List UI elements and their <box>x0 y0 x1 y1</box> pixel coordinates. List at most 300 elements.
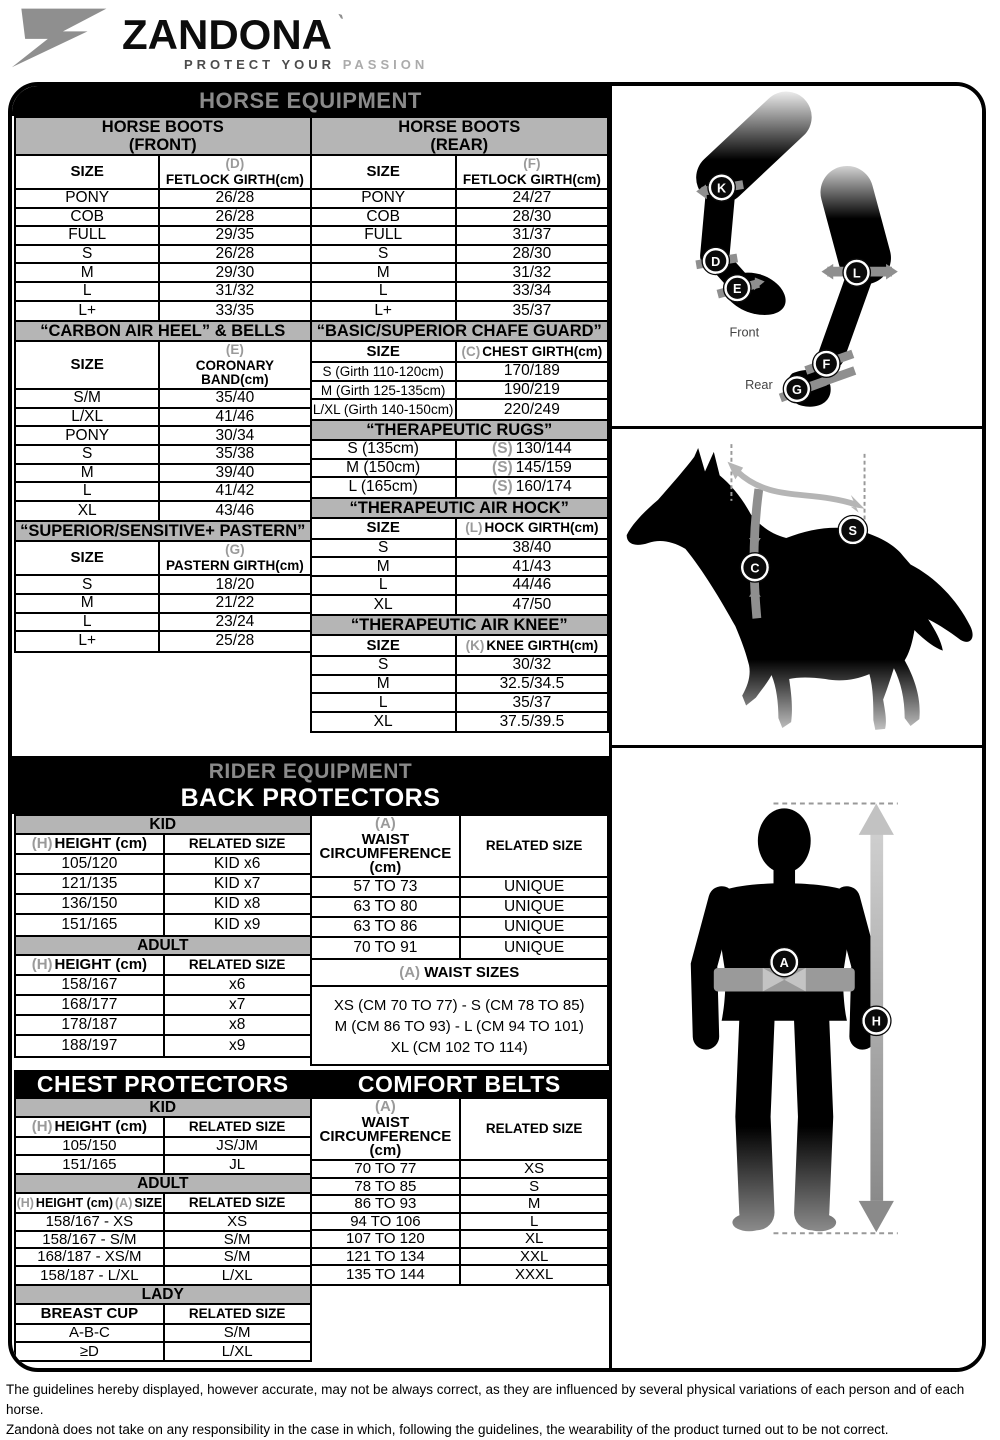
table-row <box>16 996 310 1016</box>
table-row <box>16 446 310 465</box>
table-row <box>16 855 310 875</box>
cell-text: 63 TO 80 <box>353 898 418 915</box>
table-cell <box>312 577 455 594</box>
table-header-row <box>312 342 608 363</box>
cell-text: 30/34 <box>215 427 255 444</box>
marker-badge-d <box>702 247 729 274</box>
table-row <box>312 938 608 958</box>
table-row <box>16 1156 310 1174</box>
cell-text: 41/46 <box>215 408 255 426</box>
table-cell <box>158 446 309 463</box>
table-cell <box>455 363 607 380</box>
svg-text:K: K <box>717 180 727 196</box>
table-cell <box>16 1249 163 1265</box>
table-chafe-guard <box>310 320 610 421</box>
table-cell <box>455 283 607 300</box>
table-cell <box>312 878 460 896</box>
cell-text: L <box>378 576 388 594</box>
table-cell <box>16 976 163 994</box>
column-header-text: RELATED SIZE <box>188 1195 286 1210</box>
measure-code: (G) <box>225 542 245 558</box>
table-cell <box>312 246 455 263</box>
cell-text: 70 TO 91 <box>353 939 418 956</box>
marker-badge-e <box>724 275 751 302</box>
table-cell <box>455 478 607 497</box>
cell-text: 24/27 <box>512 190 552 207</box>
cell-text: XL <box>373 595 393 613</box>
table-header-row <box>16 542 310 576</box>
table-row <box>16 465 310 484</box>
column-header-text: SIZE <box>70 356 104 374</box>
column-header <box>312 342 455 361</box>
table-cell <box>158 595 309 612</box>
tables-column <box>12 86 609 1368</box>
cell-text: 78 TO 85 <box>354 1178 417 1194</box>
table-row <box>312 1161 608 1179</box>
column-header-text: FETLOCK GIRTH(cm) <box>165 172 304 187</box>
table-row <box>312 400 608 419</box>
table-cell <box>312 460 455 477</box>
column-header-text: BREAST CUP <box>40 1305 139 1322</box>
table-row <box>16 264 310 283</box>
table-cell <box>455 657 607 674</box>
column-header-text: FETLOCK GIRTH(cm) <box>462 172 601 187</box>
cell-text: 188/197 <box>61 1037 118 1054</box>
cell-text: 151/165 <box>62 1155 117 1173</box>
table-cell <box>16 227 158 244</box>
table-row <box>312 209 608 228</box>
brand-accent: ˋ <box>329 8 348 40</box>
table-cell <box>312 400 455 419</box>
measure-code: (F) <box>523 156 541 171</box>
cell-text: M <box>80 464 94 481</box>
cell-text: XS <box>227 1214 248 1230</box>
table-back-protector-kid <box>14 814 312 937</box>
table-row <box>312 1266 608 1284</box>
table-row <box>16 1016 310 1036</box>
cell-text: 135 TO 144 <box>346 1266 425 1284</box>
table-cell <box>163 1138 310 1154</box>
table-header-row <box>312 816 608 878</box>
table-cell <box>16 632 158 651</box>
cell-text: M <box>376 558 390 575</box>
table-cell <box>312 898 460 916</box>
leg-fade <box>612 1127 982 1303</box>
table-title <box>16 1175 310 1194</box>
size-guide-board <box>8 82 986 1372</box>
table-title-text: “THERAPEUTIC AIR KNEE” <box>350 616 568 635</box>
column-header-text: HEIGHT (cm) <box>54 956 148 973</box>
cell-text: M (150cm) <box>346 459 421 476</box>
table-row <box>312 460 608 479</box>
table-cell <box>16 209 158 226</box>
back-protectors-left <box>14 814 312 1070</box>
table-title-text: (REAR) <box>430 136 489 154</box>
column-header <box>16 156 158 188</box>
cell-text: x9 <box>228 1037 246 1054</box>
table-cell <box>16 409 158 426</box>
marker-badge-l <box>843 259 870 286</box>
logo-text <box>122 2 428 72</box>
table-cell <box>459 938 607 958</box>
svg-text:L: L <box>852 265 861 281</box>
horse-measure-diagram <box>612 426 982 748</box>
back-protectors-right <box>310 814 610 1070</box>
cell-text: 57 TO 73 <box>353 878 418 895</box>
table-header-row <box>16 342 310 390</box>
table-cell <box>158 264 309 281</box>
table-cell <box>163 1325 310 1341</box>
column-header-text: SIZE <box>366 342 400 360</box>
waist-size-line: XL (CM 102 TO 114) <box>390 1039 528 1056</box>
cell-text: 168/187 - XS/M <box>37 1249 142 1265</box>
table-title-text: KID <box>149 816 177 833</box>
cell-text: S <box>377 539 389 557</box>
table-row <box>16 895 310 915</box>
table-cell <box>158 465 309 482</box>
table-row <box>312 558 608 577</box>
table-cell <box>455 540 607 557</box>
table-cell <box>16 427 158 444</box>
table-cell <box>312 363 455 380</box>
cell-text: L/XL <box>221 1266 253 1284</box>
leg-fade <box>612 659 982 741</box>
table-air-hock <box>310 497 610 616</box>
table-cell <box>16 895 163 913</box>
measure-code: (S) <box>492 440 513 458</box>
cell-text: JL <box>229 1155 246 1173</box>
cell-text: S <box>82 445 93 463</box>
cell-text: 121 TO 134 <box>346 1248 425 1264</box>
cell-text: XS <box>524 1161 545 1177</box>
measure-code: (H) <box>31 835 53 852</box>
disclaimer-line-2: Zandonà does not take on any responsibility in the case in which, following the guidelines, the wearability of the product turned out to be not correct. <box>6 1422 889 1437</box>
column-header <box>455 636 607 655</box>
table-row <box>16 576 310 595</box>
table-row <box>312 577 608 596</box>
cell-text: S/M <box>223 1231 251 1247</box>
human-illustration <box>612 748 982 1368</box>
cell-text: KID x9 <box>213 916 261 933</box>
svg-text:G: G <box>792 382 802 398</box>
table-cell <box>459 878 607 896</box>
column-header-text: CHEST GIRTH(cm) <box>482 343 603 359</box>
table-cell <box>312 657 455 674</box>
cell-text: L (165cm) <box>348 478 418 496</box>
measure-code: (L) <box>465 520 483 536</box>
table-carbon-air-heel <box>14 320 312 522</box>
table-row <box>16 632 310 651</box>
measure-code: (K) <box>465 637 485 653</box>
table-title <box>16 1099 310 1118</box>
table-row <box>312 1249 608 1267</box>
cell-text: L <box>378 282 388 300</box>
table-cell <box>312 1214 460 1230</box>
cell-text: 21/22 <box>215 594 255 612</box>
cell-text: KID x6 <box>213 855 261 872</box>
table-cell <box>312 264 455 281</box>
table-cell <box>312 441 455 458</box>
waist-size-line: XS (CM 70 TO 77) - S (CM 78 TO 85) <box>333 997 585 1014</box>
table-cell <box>455 577 607 594</box>
table-row <box>312 190 608 209</box>
table-cell <box>16 465 158 482</box>
table-title <box>312 499 608 519</box>
table-cell <box>312 558 455 575</box>
cell-text: L+ <box>374 301 392 319</box>
waist-sizes-lines <box>312 987 608 1064</box>
table-row <box>16 976 310 996</box>
table-row <box>16 1249 310 1267</box>
cell-text: S <box>529 1178 540 1194</box>
table-cell <box>16 1267 163 1285</box>
table-cell <box>312 283 455 300</box>
column-header-text: WAIST CIRCUMFERENCE (cm) <box>319 831 452 876</box>
table-cell <box>455 382 607 399</box>
table-cell <box>312 1249 460 1265</box>
table-cell <box>16 576 158 593</box>
table-row <box>16 246 310 265</box>
table-cell <box>455 190 607 207</box>
table-row <box>312 898 608 918</box>
cell-text: S/M <box>223 1325 251 1341</box>
front-leg-caption: Front <box>729 324 760 340</box>
table-back-protector-waist <box>310 814 610 960</box>
table-header-row <box>16 1118 310 1138</box>
table-air-knee <box>310 614 610 733</box>
column-header-text: HEIGHT (cm) <box>54 835 148 852</box>
table-row <box>16 1343 310 1361</box>
table-row <box>16 483 310 502</box>
waist-sizes-title-text: WAIST SIZES <box>424 964 520 981</box>
table-chest-protector-adult <box>14 1173 312 1286</box>
column-header <box>163 1194 310 1212</box>
table-cell <box>16 1325 163 1341</box>
table-title-text: “BASIC/SUPERIOR CHAFE GUARD” <box>316 322 602 341</box>
table-row <box>312 441 608 460</box>
table-horse-boots-front <box>14 116 312 322</box>
table-cell <box>312 1179 460 1195</box>
column-header <box>455 342 607 361</box>
back-protectors-tables <box>12 814 609 1070</box>
table-cell <box>16 390 158 407</box>
table-cell <box>312 1266 460 1284</box>
table-cell <box>455 676 607 693</box>
cell-text: 105/120 <box>61 855 118 872</box>
table-cell <box>158 302 309 321</box>
table-cell <box>16 855 163 873</box>
table-header-row <box>312 1099 608 1161</box>
column-header-text: SIZE <box>366 636 400 654</box>
cell-text: S <box>377 657 389 674</box>
cell-text: 32.5/34.5 <box>499 675 565 692</box>
waist-sizes-note <box>310 958 610 1066</box>
table-cell <box>158 190 309 207</box>
column-header <box>16 1194 163 1212</box>
table-header-row <box>16 1194 310 1214</box>
cell-text: 31/37 <box>512 227 552 244</box>
table-cell <box>312 694 455 711</box>
table-title-text: “CARBON AIR HEEL” & BELLS <box>40 322 286 341</box>
table-cell <box>16 1156 163 1174</box>
table-cell <box>16 1214 163 1230</box>
cell-text: 178/187 <box>61 1016 118 1033</box>
cell-text: 170/189 <box>503 363 560 380</box>
table-cell <box>163 895 310 913</box>
tagline-light: PASSION <box>342 57 429 72</box>
column-header-text: HOCK GIRTH(cm) <box>484 520 599 536</box>
table-cell <box>312 209 455 226</box>
svg-text:D: D <box>711 253 721 269</box>
table-cell <box>163 1036 310 1056</box>
table-cell <box>158 246 309 263</box>
cell-text: XXL <box>519 1248 549 1264</box>
cell-text: L <box>82 483 92 500</box>
cell-text: M <box>80 264 94 281</box>
column-header-text: HEIGHT (cm) <box>35 1196 114 1210</box>
horse-tables-right <box>310 116 610 756</box>
table-cell <box>312 676 455 693</box>
table-therapeutic-rugs <box>310 419 610 499</box>
cell-text: 38/40 <box>512 539 552 557</box>
marker-badge-g <box>783 375 810 402</box>
table-cell <box>312 596 455 615</box>
table-cell <box>16 302 158 321</box>
cell-text: A-B-C <box>68 1325 110 1341</box>
cell-text: 43/46 <box>215 502 255 520</box>
horse-legs-diagram <box>612 86 982 426</box>
cell-text: 26/28 <box>215 208 255 225</box>
waist-sizes-title <box>312 960 608 987</box>
table-row <box>312 227 608 246</box>
table-title-text: “SUPERIOR/SENSITIVE+ PASTERN” <box>20 522 306 541</box>
table-cell <box>459 1196 607 1212</box>
column-header-text: PASTERN GIRTH(cm) <box>166 558 304 574</box>
table-title-text: ADULT <box>137 937 189 954</box>
table-cell <box>312 540 455 557</box>
table-cell <box>455 558 607 575</box>
cell-text: L <box>82 613 92 630</box>
cell-text: 28/30 <box>512 245 552 263</box>
table-title <box>16 937 310 956</box>
table-cell <box>16 264 158 281</box>
column-header <box>455 519 607 538</box>
marker-badge-s <box>838 516 867 545</box>
measure-code: (S) <box>492 459 513 476</box>
table-row <box>312 1196 608 1214</box>
table-cell <box>158 390 309 407</box>
table-cell <box>16 614 158 631</box>
measure-code: (A) <box>399 964 421 981</box>
table-header-row <box>312 156 608 190</box>
table-cell <box>312 1161 460 1177</box>
column-header-text: RELATED SIZE <box>188 1306 286 1321</box>
table-cell <box>459 1231 607 1247</box>
table-cell <box>455 209 607 226</box>
cell-text: M <box>376 264 390 281</box>
table-cell <box>16 1232 163 1248</box>
cell-text: UNIQUE <box>503 918 565 935</box>
table-row <box>312 302 608 321</box>
cell-text: COB <box>70 208 104 225</box>
table-cell <box>16 483 158 500</box>
table-row <box>312 540 608 559</box>
table-row <box>16 283 310 302</box>
table-cell <box>459 1249 607 1265</box>
table-row <box>312 657 608 676</box>
cell-text: 130/144 <box>515 440 572 458</box>
table-cell <box>455 441 607 458</box>
column-header-text: SIZE <box>70 549 104 567</box>
cell-text: FULL <box>68 227 107 244</box>
cell-text: L+ <box>78 301 97 319</box>
table-row <box>16 390 310 409</box>
table-cell <box>163 855 310 873</box>
brand-tagline <box>184 57 428 72</box>
table-title-text: (FRONT) <box>128 136 197 154</box>
cell-text: 35/37 <box>512 694 552 711</box>
table-row <box>16 915 310 935</box>
measure-code: (A) <box>374 1098 396 1115</box>
cell-text: S/M <box>223 1249 251 1265</box>
column-header <box>455 156 607 188</box>
cell-text: KID x8 <box>213 895 261 912</box>
cell-text: 121/135 <box>61 875 118 892</box>
table-title <box>312 421 608 441</box>
cell-text: 33/35 <box>215 301 255 319</box>
table-cell <box>16 190 158 207</box>
chest-protectors-column <box>14 1070 312 1368</box>
table-row <box>16 209 310 228</box>
column-header-text: HEIGHT (cm) <box>54 1118 148 1135</box>
table-cell <box>16 283 158 300</box>
cell-text: 145/159 <box>515 459 572 476</box>
table-cell <box>158 632 309 651</box>
table-title-text: HORSE BOOTS <box>398 118 521 136</box>
table-cell <box>459 1214 607 1230</box>
table-row <box>312 694 608 713</box>
table-cell <box>163 976 310 994</box>
cell-text: L/XL (Girth 140-150cm) <box>312 402 454 418</box>
cell-text: L+ <box>78 632 97 650</box>
cell-text: 158/167 - S/M <box>42 1231 137 1247</box>
table-row <box>312 264 608 283</box>
cell-text: S <box>82 245 93 263</box>
table-row <box>312 1179 608 1197</box>
column-header <box>16 956 163 974</box>
column-header <box>16 542 158 574</box>
table-title <box>16 522 310 542</box>
disclaimer-line-1: The guidelines hereby displayed, however accurate, may not be always correct, as they are influenced by several physical variations of each person and of each horse. <box>6 1382 965 1417</box>
marker-badge-k <box>708 174 735 201</box>
table-row <box>16 502 310 521</box>
table-cell <box>455 227 607 244</box>
horse-illustration <box>612 429 982 745</box>
column-header <box>158 156 309 188</box>
column-header <box>16 1305 163 1323</box>
cell-text: XL <box>524 1231 544 1247</box>
table-title-text: HORSE BOOTS <box>101 118 224 136</box>
table-cell <box>455 694 607 711</box>
cell-text: S/M <box>73 390 101 407</box>
table-cell <box>312 918 460 936</box>
marker-badge-h <box>862 1006 891 1035</box>
cell-text: 39/40 <box>215 464 255 481</box>
table-cell <box>455 264 607 281</box>
cell-text: 94 TO 106 <box>350 1213 421 1229</box>
cell-text: 70 TO 77 <box>354 1161 417 1177</box>
table-cell <box>312 382 455 399</box>
